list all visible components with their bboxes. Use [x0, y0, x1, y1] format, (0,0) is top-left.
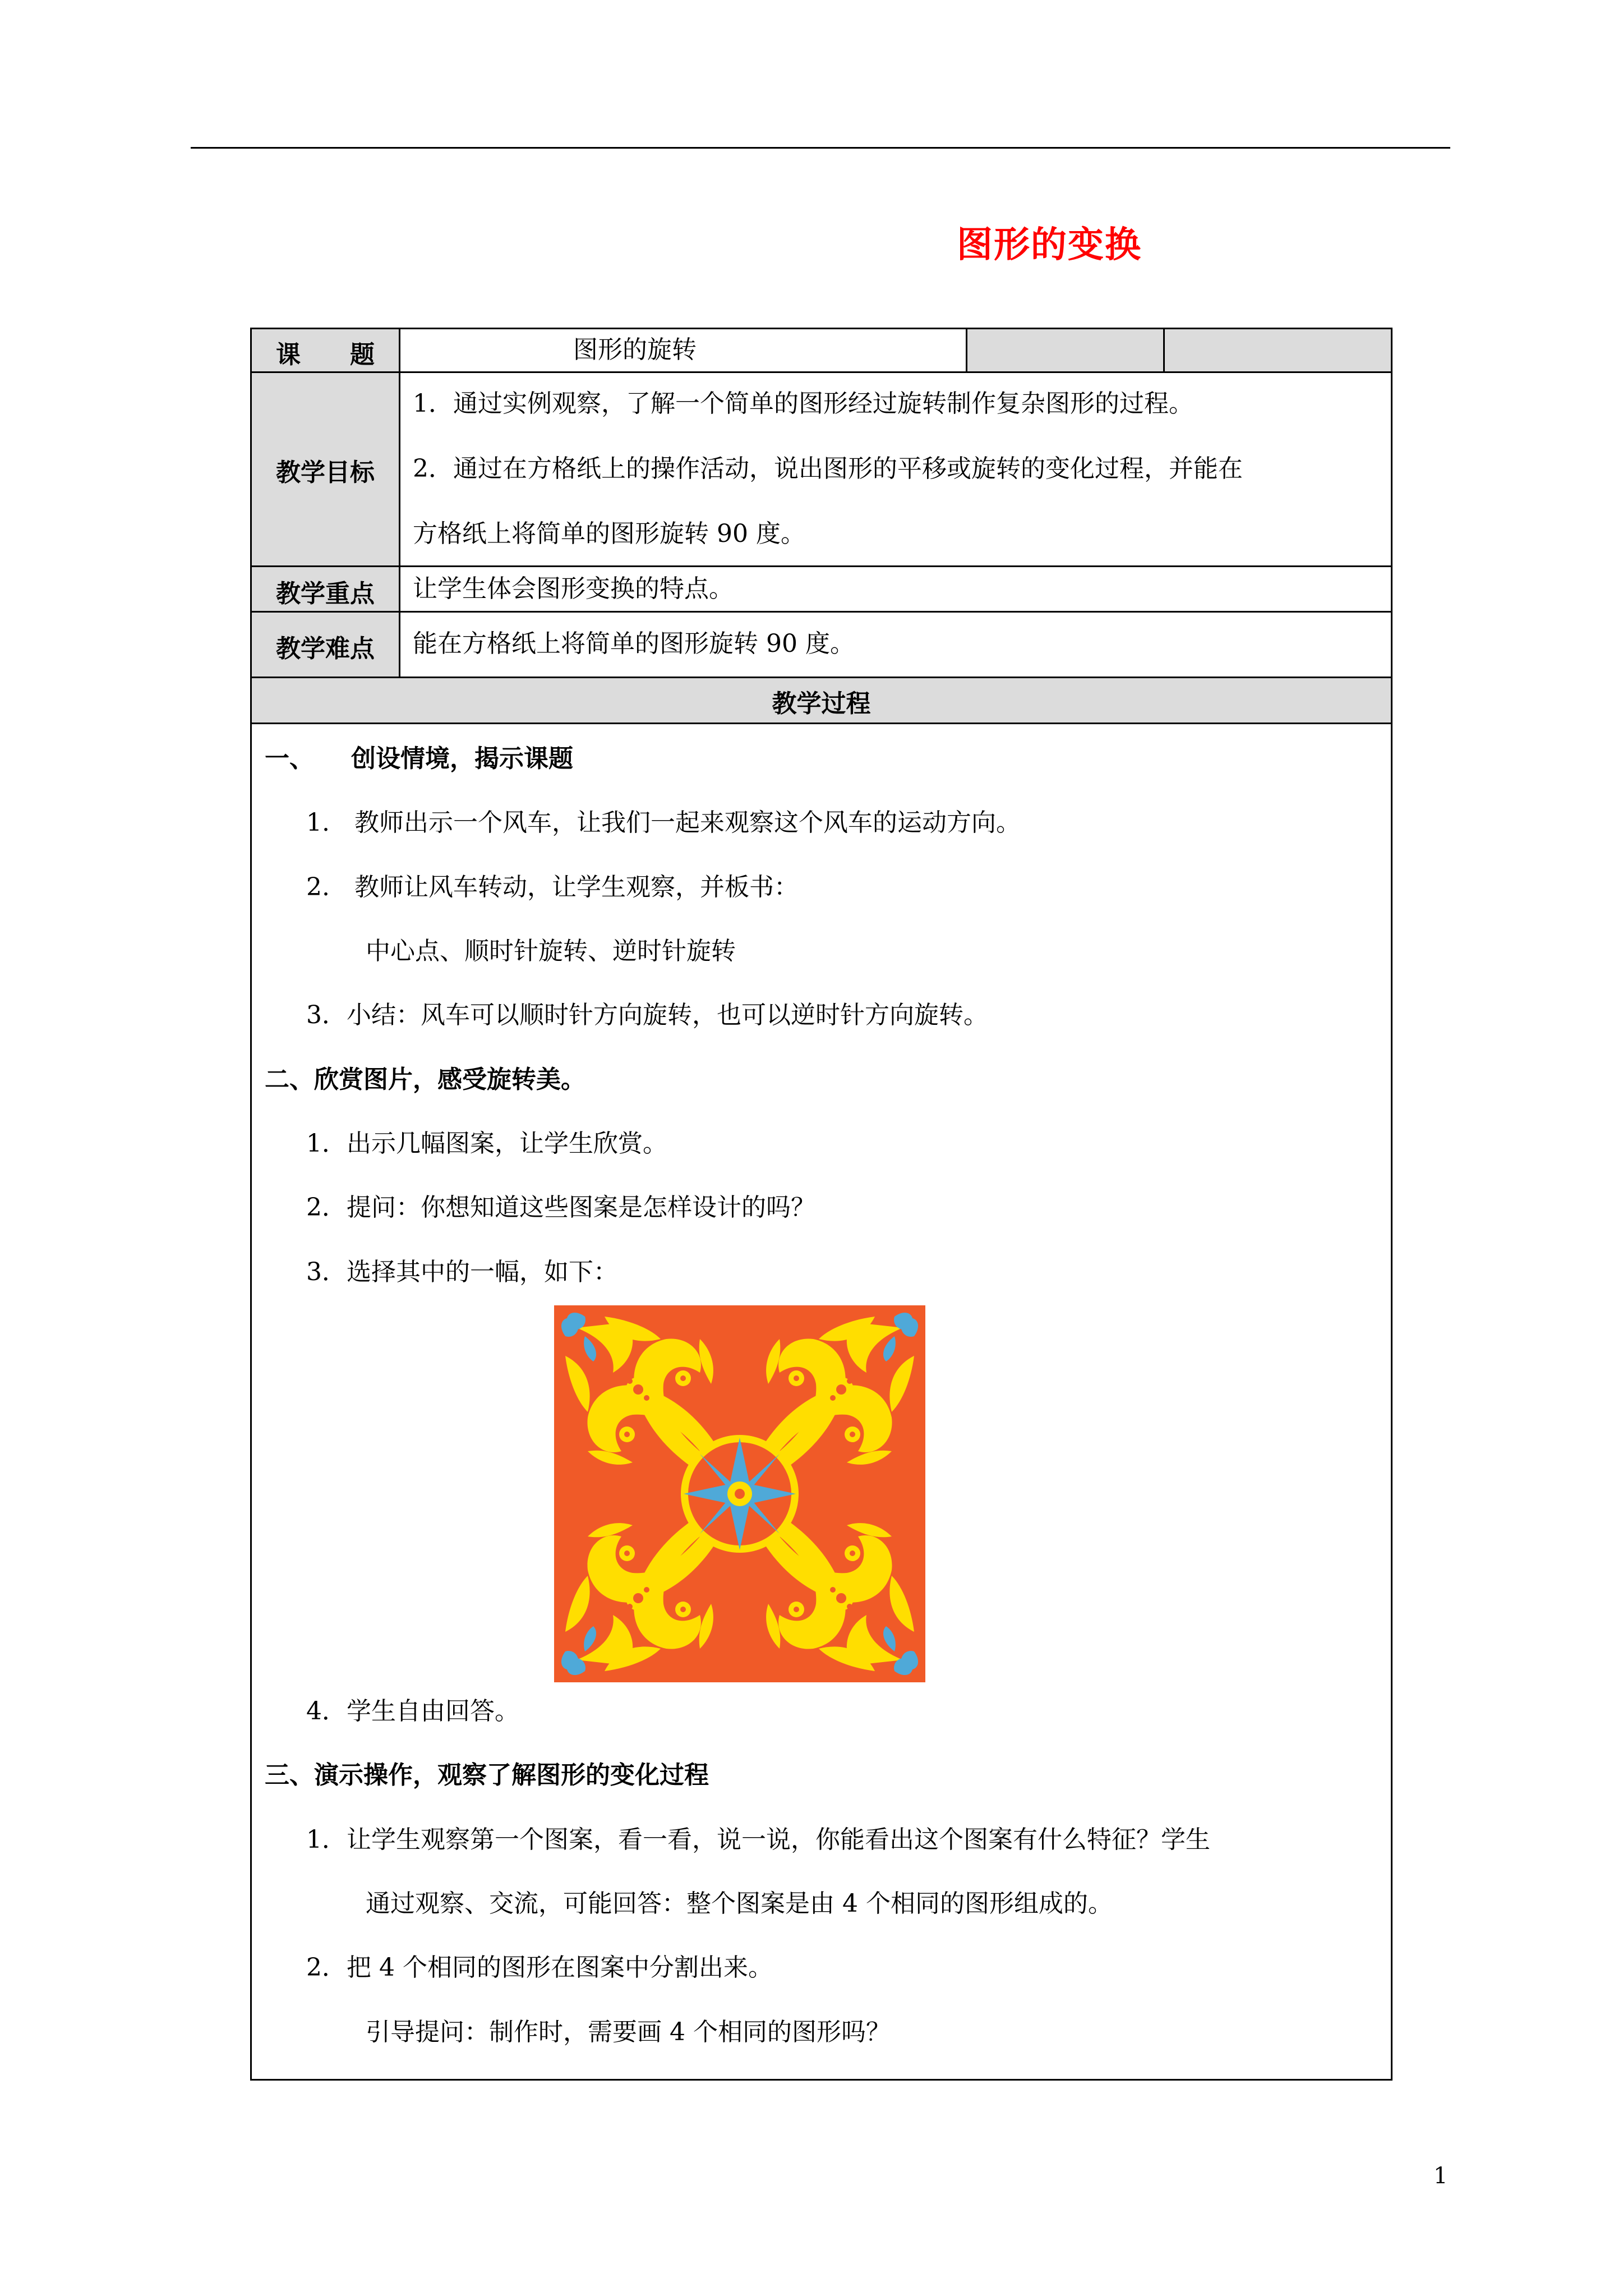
section-2-title: 二、欣赏图片，感受旋转美。: [265, 1065, 585, 1094]
column-divider: [399, 328, 400, 677]
rotation-pattern-image: [554, 1305, 925, 1682]
header-rule: [191, 147, 1450, 149]
goal-2-line-2: 方格纸上将简单的图形旋转 90 度。: [413, 519, 805, 548]
process-header: 教学过程: [772, 689, 871, 718]
goal-2-line-1: 2．通过在方格纸上的操作活动，说出图形的平移或旋转的变化过程，并能在: [413, 454, 1243, 483]
difficulty-label: 教学难点: [276, 634, 375, 663]
section-1-item-2: 2. 教师让风车转动，让学生观察，并板书：: [306, 873, 799, 901]
goal-1: 1．通过实例观察，了解一个简单的图形经过旋转制作复杂图形的过程。: [413, 389, 1193, 418]
section-3-item-1-line-2: 通过观察、交流，可能回答：整个图案是由 4 个相同的图形组成的。: [366, 1889, 1113, 1918]
section-3-item-1-line-1: 1．让学生观察第一个图案，看一看，说一说，你能看出这个图案有什么特征？学生: [306, 1825, 1210, 1854]
section-1-item-1: 1. 教师出示一个风车，让我们一起来观察这个风车的运动方向。: [306, 808, 1021, 837]
section-2-item-4: 4．学生自由回答。: [306, 1697, 519, 1726]
column-divider: [966, 328, 967, 371]
row-divider: [250, 723, 1393, 724]
section-3-item-2: 2．把 4 个相同的图形在图案中分割出来。: [306, 1953, 773, 1982]
section-2-item-1: 1．出示几幅图案，让学生欣赏。: [306, 1129, 667, 1158]
section-3-item-2-sub: 引导提问：制作时，需要画 4 个相同的图形吗？: [366, 2018, 891, 2046]
topic-value: 图形的旋转: [573, 335, 697, 364]
section-3-title: 三、演示操作，观察了解图形的变化过程: [265, 1761, 709, 1789]
row-divider: [250, 565, 1393, 567]
row-divider: [250, 371, 1393, 373]
goals-label: 教学目标: [276, 458, 375, 487]
key-label: 教学重点: [276, 579, 375, 608]
row-divider: [250, 611, 1393, 613]
column-divider: [1163, 328, 1165, 371]
section-2-item-2: 2．提问：你想知道这些图案是怎样设计的吗？: [306, 1193, 815, 1222]
key-value: 让学生体会图形变换的特点。: [413, 574, 734, 603]
section-1-title: 一、 创设情境，揭示课题: [265, 744, 573, 773]
section-2-item-3: 3．选择其中的一幅，如下：: [306, 1258, 618, 1286]
section-1-item-3: 3．小结：风车可以顺时针方向旋转，也可以逆时针方向旋转。: [306, 1001, 988, 1029]
difficulty-value: 能在方格纸上将简单的图形旋转 90 度。: [413, 629, 855, 658]
page-number: 1: [1433, 2163, 1448, 2189]
topic-label: 课 题: [276, 341, 375, 369]
section-1-item-2-sub: 中心点、顺时针旋转、逆时针旋转: [366, 937, 736, 965]
document-title: 图形的变换: [957, 224, 1142, 266]
row-divider: [250, 677, 1393, 678]
